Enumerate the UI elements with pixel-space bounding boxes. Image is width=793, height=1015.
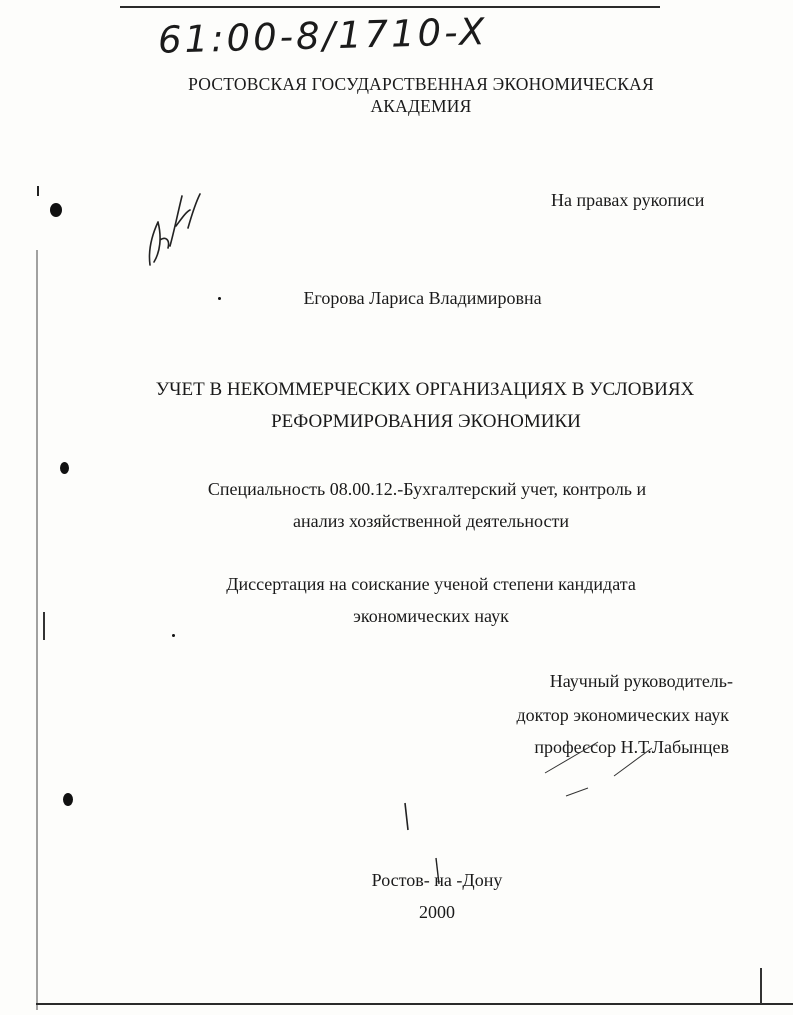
- academy-name: РОСТОВСКАЯ ГОСУДАРСТВЕННАЯ ЭКОНОМИЧЕСКАЯ АКАДЕМИЯ: [188, 74, 654, 116]
- supervisor-name: профессор Н.Т.Лабынцев: [534, 737, 729, 757]
- specialty-line-1: Специальность 08.00.12.-Бухгалтерский учет, контроль и: [207, 479, 647, 499]
- supervisor-degree: доктор экономических наук: [516, 705, 729, 725]
- pen-mark-3: [566, 788, 588, 796]
- degree-line-1: Диссертация на соискание ученой степени кандидата: [226, 574, 636, 594]
- ink-stroke-1: [405, 803, 408, 830]
- publication-year: 2000: [419, 902, 455, 922]
- degree-line-2: экономических наук: [353, 606, 509, 626]
- pen-mark-2: [614, 748, 652, 776]
- initials-signature: [149, 194, 200, 265]
- pen-mark-1: [545, 742, 598, 773]
- rights-note: На правах рукописи: [551, 190, 705, 210]
- handwritten-archive-number: 61:00-8/1710-X: [157, 10, 489, 62]
- author-name: Егорова Лариса Владимировна: [303, 288, 542, 308]
- dissertation-title-line-2: РЕФОРМИРОВАНИЯ ЭКОНОМИКИ: [271, 411, 581, 432]
- dissertation-title-line-1: УЧЕТ В НЕКОММЕРЧЕСКИХ ОРГАНИЗАЦИЯХ В УСЛОВИЯХ: [155, 379, 695, 400]
- place-of-publication: Ростов- на -Дону: [371, 870, 503, 890]
- specialty-line-2: анализ хозяйственной деятельности: [292, 511, 569, 531]
- supervisor-role: Научный руководитель-: [549, 671, 733, 691]
- ink-stroke-2: [436, 858, 439, 884]
